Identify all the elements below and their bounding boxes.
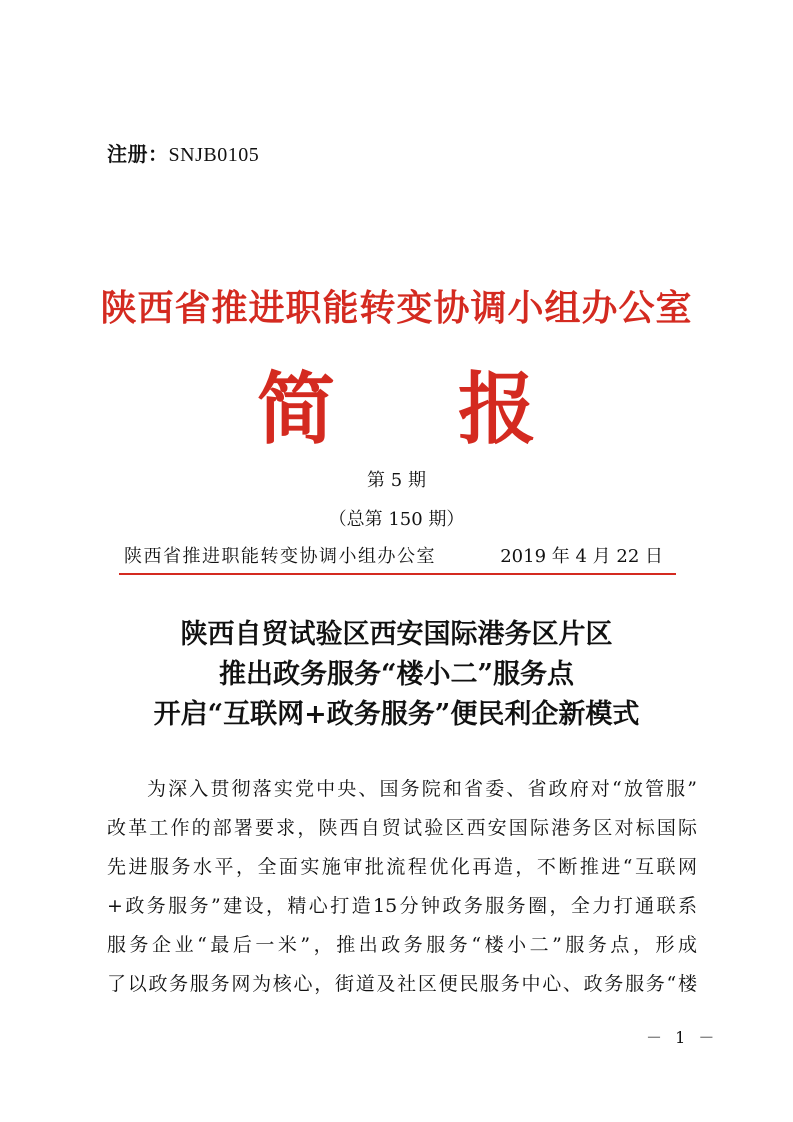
body-line: 了以政务服务网为核心，街道及社区便民服务中心、政务服务“楼 <box>107 973 697 995</box>
page-number: － 1 － <box>646 1028 719 1047</box>
article-title-line: 推出政务服务“楼小二”服务点 <box>218 659 575 690</box>
article-title-line: 开启“互联网+政务服务”便民利企新模式 <box>153 699 640 730</box>
article-title <box>0 615 793 735</box>
bulletin-title-char-2: 报 <box>458 364 537 455</box>
issue-total-number: （总第 150 期） <box>328 509 465 530</box>
article-body <box>107 770 697 1004</box>
body-line: 先进服务水平，全面实施审批流程优化再造，不断推进“互联网 <box>107 856 697 878</box>
header-divider-rule <box>119 573 676 575</box>
dateline <box>124 542 669 572</box>
body-line: +政务服务”建设，精心打造15分钟政务服务圈，全力打通联系 <box>107 895 697 917</box>
bulletin-title-char-1: 简 <box>257 364 336 455</box>
organization-header: 陕西省推进职能转变协调小组办公室 <box>100 287 693 329</box>
body-line: 服务企业“最后一米”，推出政务服务“楼小二”服务点，形成 <box>107 934 697 956</box>
issuer-name: 陕西省推进职能转变协调小组办公室 <box>124 546 436 567</box>
article-title-line: 陕西自贸试验区西安国际港务区片区 <box>180 619 613 650</box>
body-line: 为深入贯彻落实党中央、国务院和省委、省政府对“放管服” <box>147 778 697 800</box>
registration-number <box>107 138 259 167</box>
bulletin-title <box>0 365 793 455</box>
body-line: 改革工作的部署要求，陕西自贸试验区西安国际港务区对标国际 <box>107 817 697 839</box>
issue-date: 2019 年 4 月 22 日 <box>500 546 663 567</box>
issue-number: 第 5 期 <box>367 470 426 491</box>
registration-label: 注册： <box>107 142 169 166</box>
registration-code: SNJB0105 <box>168 144 260 166</box>
